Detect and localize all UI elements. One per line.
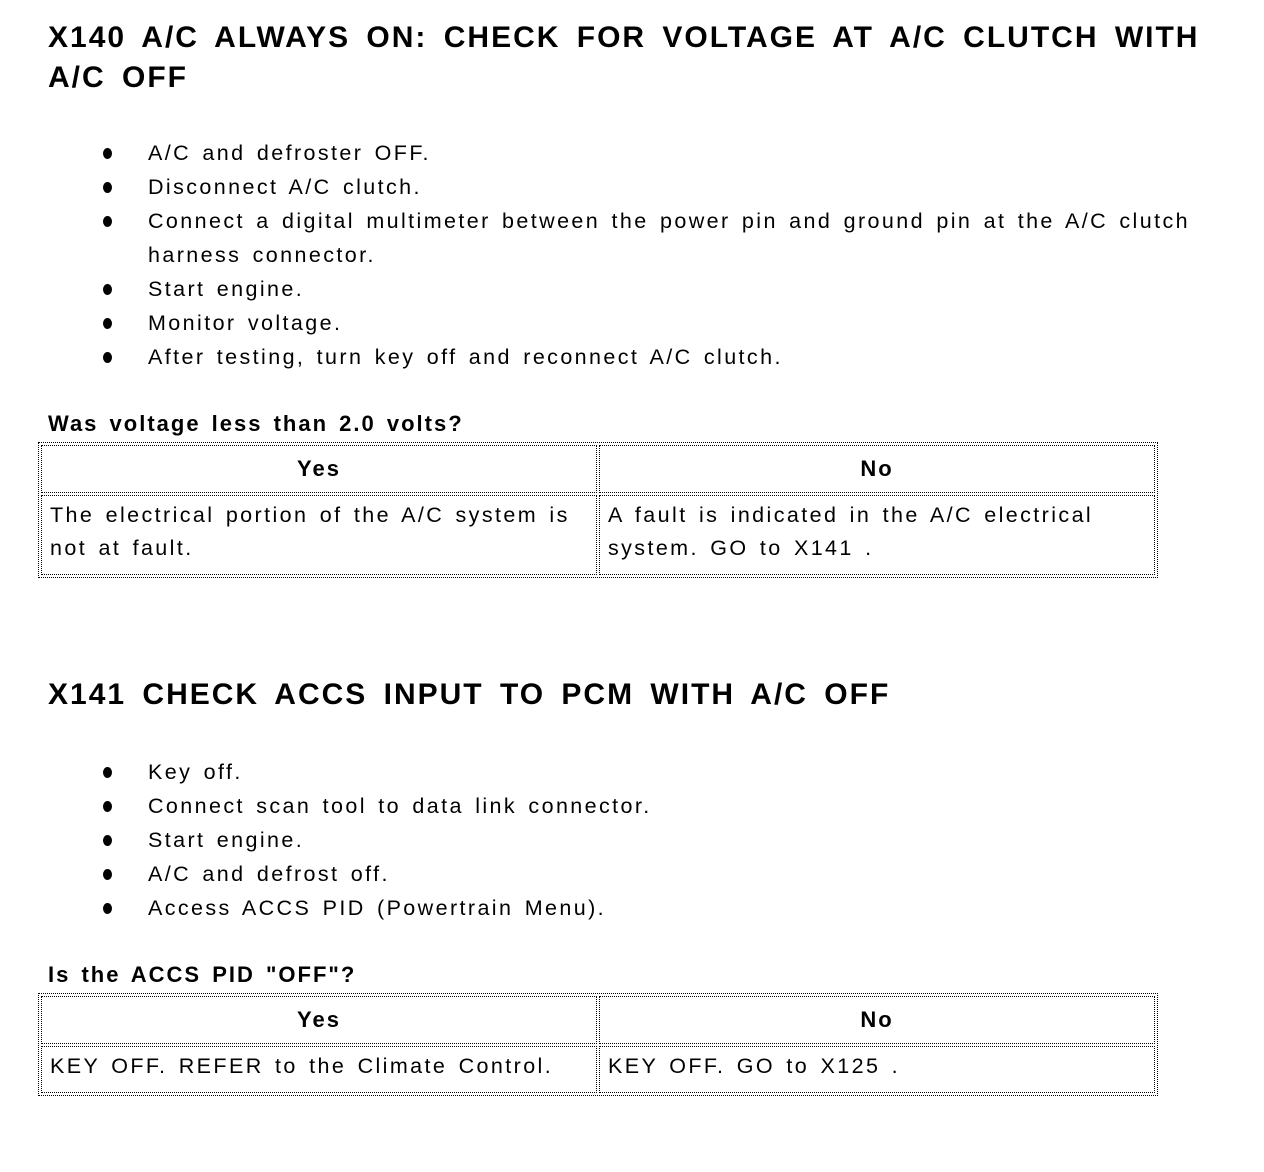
no-column-header: No bbox=[599, 445, 1155, 493]
step-item: Connect a digital multimeter between the power pin and ground pin at the A/C clutch harness connector. bbox=[48, 204, 1248, 272]
yes-answer-cell: KEY OFF. REFER to the Climate Control. bbox=[41, 1046, 597, 1093]
document-page bbox=[0, 18, 1264, 1172]
step-item: A/C and defrost off. bbox=[48, 857, 1248, 891]
x141-question: Is the ACCS PID "OFF"? bbox=[48, 962, 357, 987]
x141-steps-list bbox=[48, 755, 1248, 925]
table-header-row bbox=[41, 445, 1155, 493]
table-answer-row bbox=[41, 1046, 1155, 1093]
no-column-header: No bbox=[599, 996, 1155, 1044]
step-item: Key off. bbox=[48, 755, 1248, 789]
step-item: Start engine. bbox=[48, 823, 1248, 857]
x141-decision-table bbox=[38, 993, 1158, 1096]
step-item: Connect scan tool to data link connector. bbox=[48, 789, 1248, 823]
yes-column-header: Yes bbox=[41, 996, 597, 1044]
step-item: Start engine. bbox=[48, 272, 1248, 306]
step-item: Monitor voltage. bbox=[48, 306, 1248, 340]
yes-column-header: Yes bbox=[41, 445, 597, 493]
yes-answer-cell: The electrical portion of the A/C system is not at fault. bbox=[41, 495, 597, 575]
step-item: A/C and defroster OFF. bbox=[48, 136, 1248, 170]
no-answer-cell: A fault is indicated in the A/C electrical system. GO to X141 . bbox=[599, 495, 1155, 575]
table-answer-row bbox=[41, 495, 1155, 575]
x140-question: Was voltage less than 2.0 volts? bbox=[48, 411, 464, 436]
heading-x141: X141 CHECK ACCS INPUT TO PCM WITH A/C OFF bbox=[48, 678, 891, 711]
step-item: After testing, turn key off and reconnect A/C clutch. bbox=[48, 340, 1248, 374]
no-answer-cell: KEY OFF. GO to X125 . bbox=[599, 1046, 1155, 1093]
heading-x140: X140 A/C ALWAYS ON: CHECK FOR VOLTAGE AT A/C CLUTCH WITH A/C OFF bbox=[48, 21, 1200, 94]
step-item: Access ACCS PID (Powertrain Menu). bbox=[48, 891, 1248, 925]
step-item: Disconnect A/C clutch. bbox=[48, 170, 1248, 204]
table-header-row bbox=[41, 996, 1155, 1044]
x140-steps-list bbox=[48, 136, 1248, 374]
x140-decision-table bbox=[38, 442, 1158, 578]
